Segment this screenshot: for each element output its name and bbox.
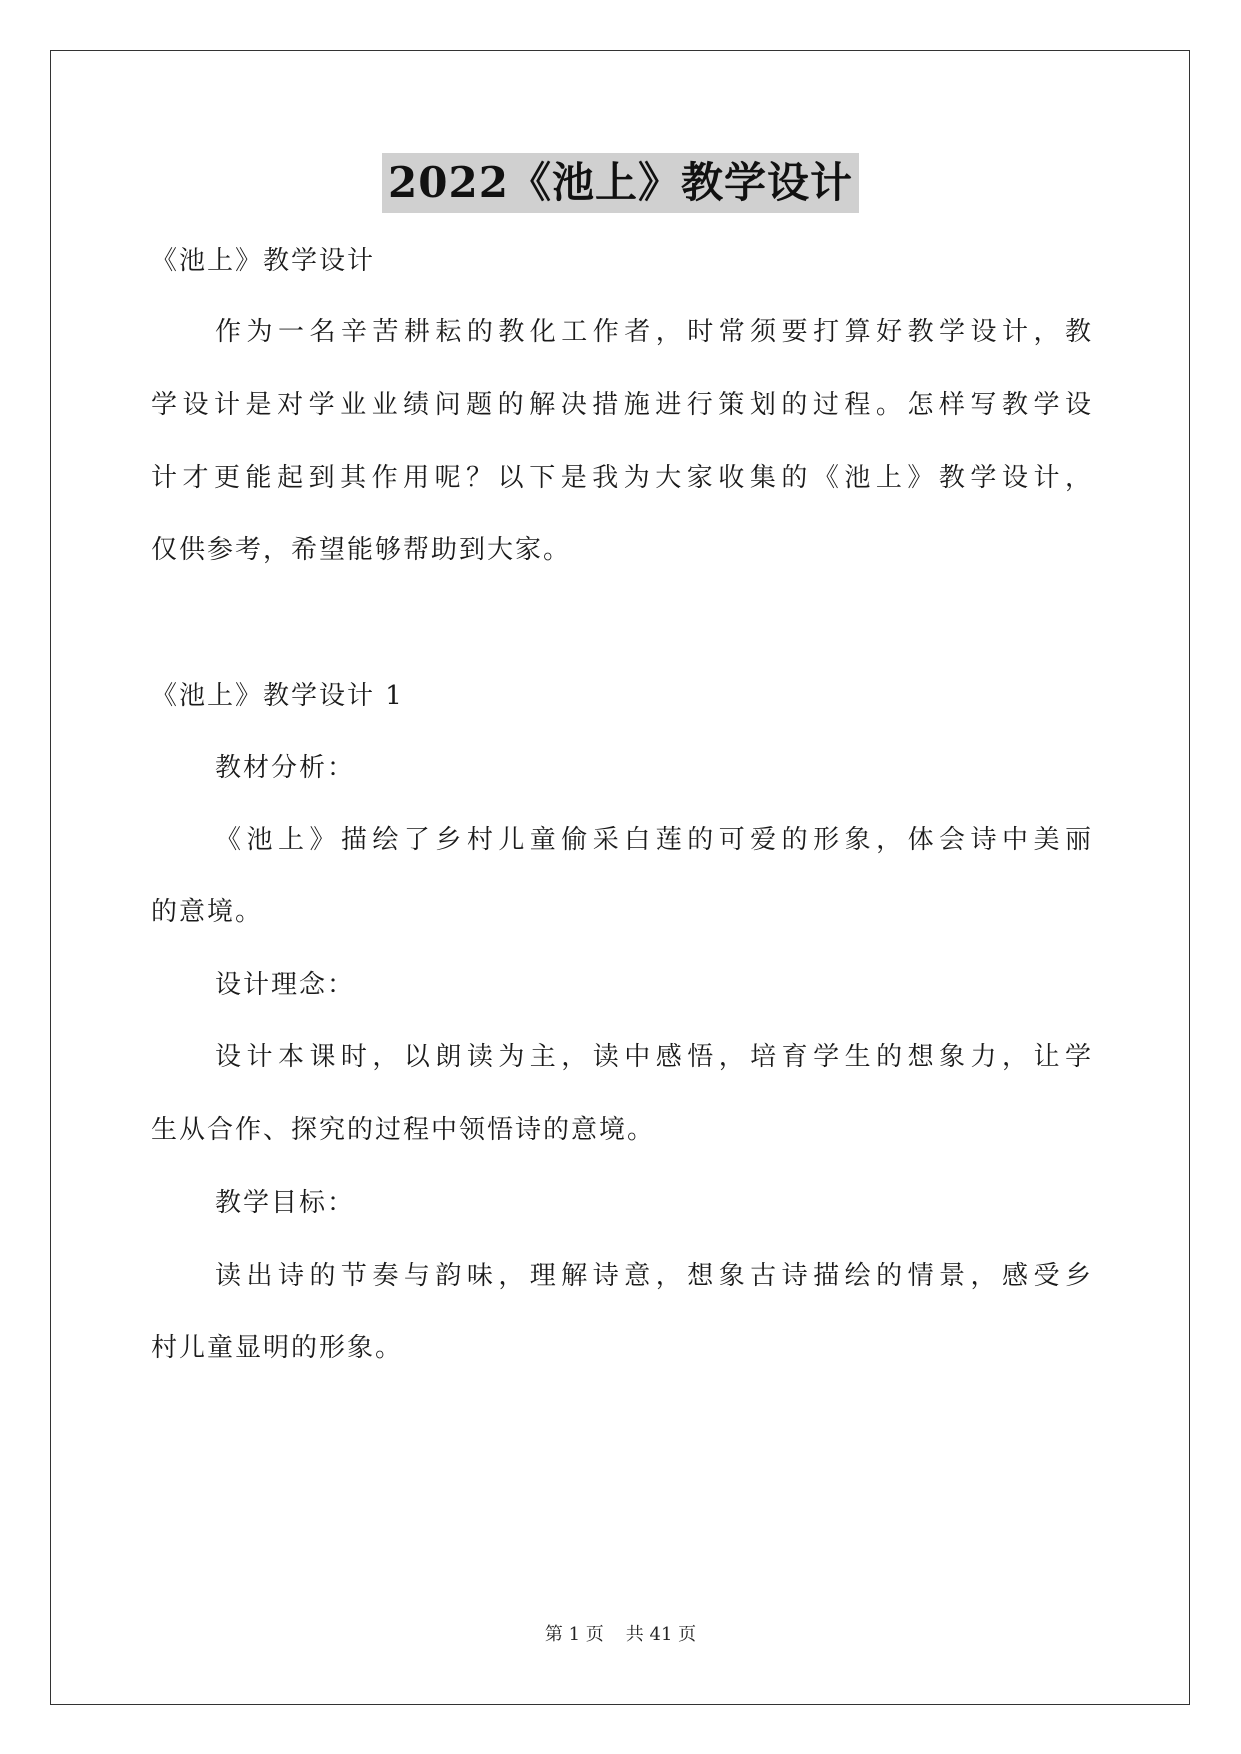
- document-title: 2022《池上》教学设计: [382, 153, 859, 213]
- concept-line-2: 生从合作、探究的过程中领悟诗的意境。: [151, 1115, 656, 1145]
- subtitle-line: 《池上》教学设计: [151, 246, 376, 276]
- page-footer: [0, 1623, 1241, 1647]
- page-total: 共 41 页: [625, 1624, 697, 1645]
- concept-line-1: 设计本课时，以朗读为主，读中感悟，培育学生的想象力，让学: [215, 1042, 1091, 1072]
- material-line-2: 的意境。: [151, 897, 264, 927]
- page-number: 第 1 页: [544, 1624, 604, 1645]
- label-teaching-goals: 教学目标：: [215, 1188, 356, 1218]
- goals-line-2: 村儿童显明的形象。: [151, 1333, 404, 1363]
- section-heading: 《池上》教学设计 1: [151, 681, 404, 711]
- intro-line-3: 计才更能起到其作用呢？以下是我为大家收集的《池上》教学设计，: [151, 463, 1091, 493]
- goals-line-1: 读出诗的节奏与韵味，理解诗意，想象古诗描绘的情景，感受乡: [215, 1261, 1091, 1291]
- label-material-analysis: 教材分析：: [215, 753, 356, 783]
- page-border: [50, 50, 1190, 1705]
- intro-line-1: 作为一名辛苦耕耘的教化工作者，时常须要打算好教学设计，教: [215, 317, 1091, 347]
- title-container: [0, 153, 1241, 213]
- intro-line-2: 学设计是对学业业绩问题的解决措施进行策划的过程。怎样写教学设: [151, 390, 1091, 420]
- label-design-concept: 设计理念：: [215, 970, 356, 1000]
- material-line-1: 《池上》描绘了乡村儿童偷采白莲的可爱的形象，体会诗中美丽: [215, 825, 1091, 855]
- intro-line-4: 仅供参考，希望能够帮助到大家。: [151, 535, 572, 565]
